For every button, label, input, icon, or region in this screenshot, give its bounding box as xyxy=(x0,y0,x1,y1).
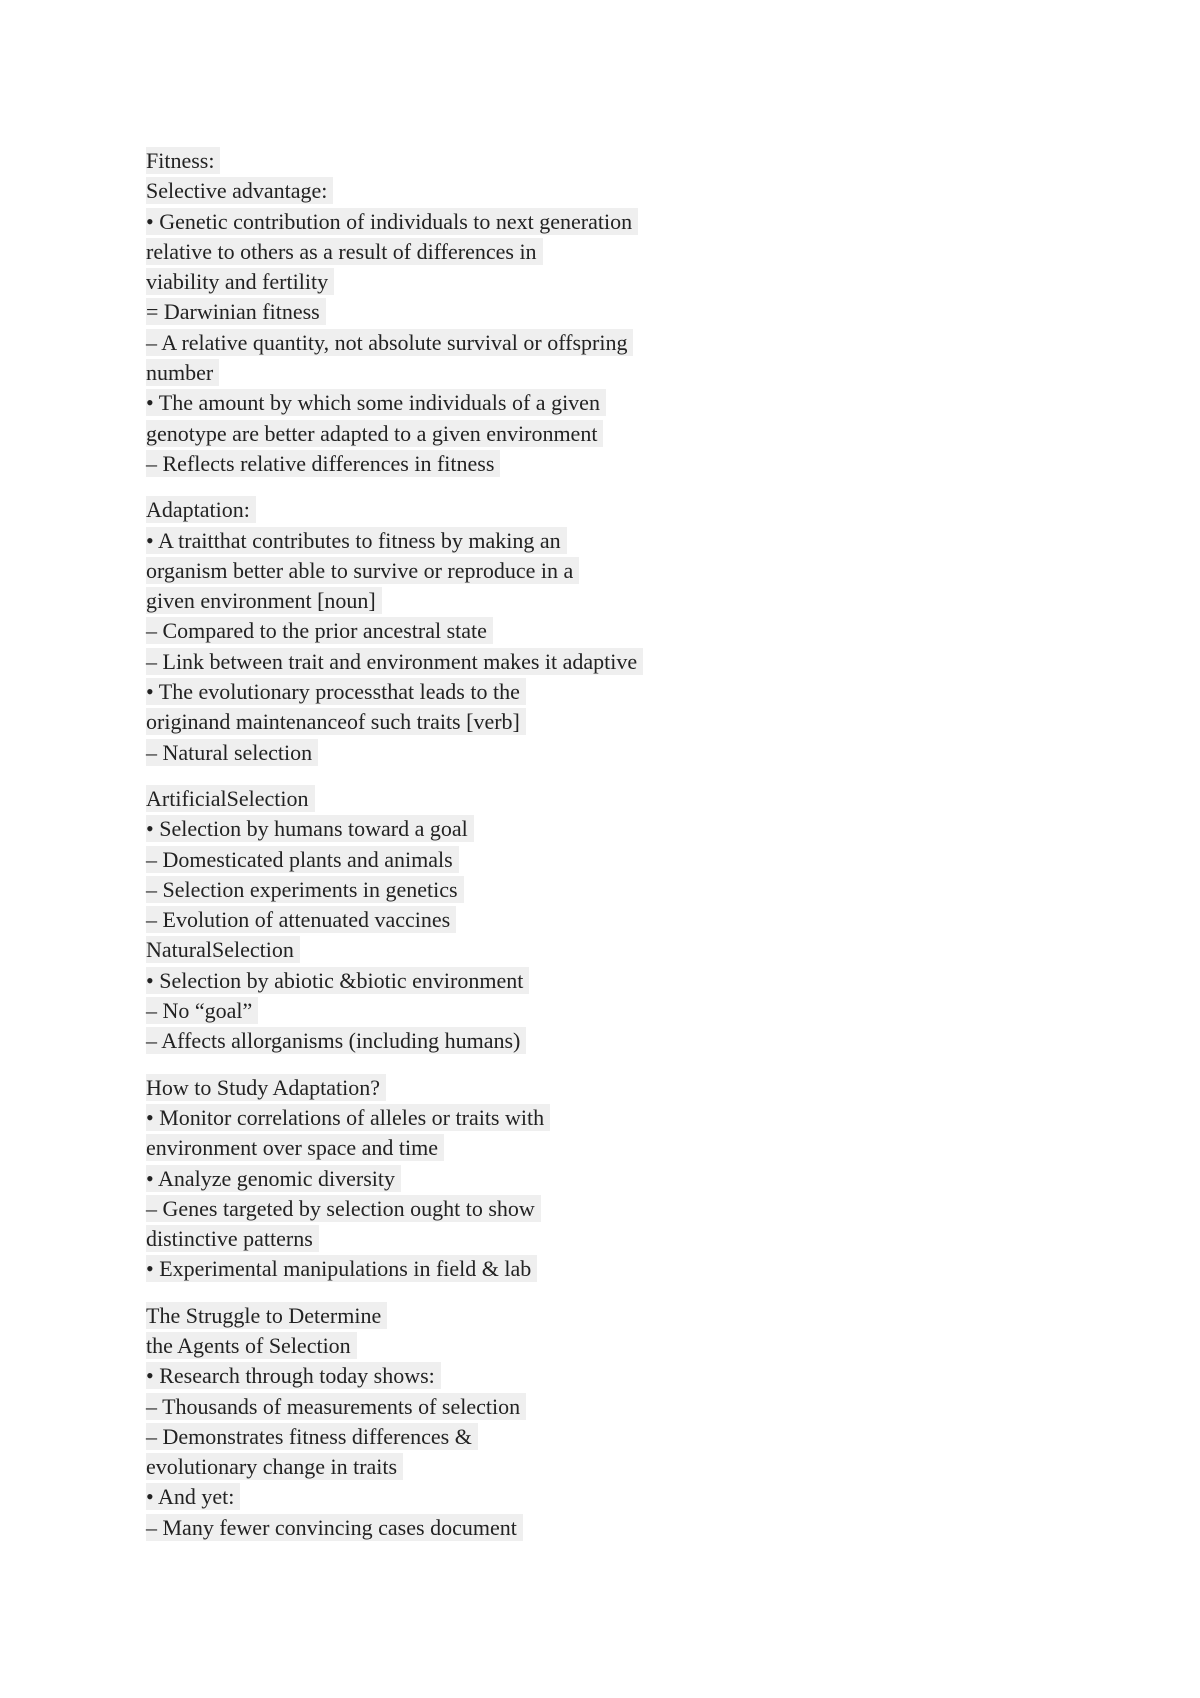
text-line xyxy=(146,1224,319,1254)
text-line xyxy=(146,1422,478,1452)
highlighted-text: organism better able to survive or reproduce in a xyxy=(146,557,579,584)
text-line xyxy=(146,297,326,327)
text-section xyxy=(146,146,866,479)
highlighted-text: relative to others as a result of differences in xyxy=(146,238,543,265)
text-section xyxy=(146,1073,866,1285)
text-line xyxy=(146,1452,403,1482)
highlighted-text: • Research through today shows: xyxy=(146,1362,441,1389)
highlighted-text: NaturalSelection xyxy=(146,936,300,963)
highlighted-text: – A relative quantity, not absolute survival or offspring xyxy=(146,329,633,356)
highlighted-text: • Selection by abiotic &biotic environment xyxy=(146,967,529,994)
highlighted-text: – Reflects relative differences in fitness xyxy=(146,450,500,477)
highlighted-text: • The amount by which some individuals of a given xyxy=(146,389,606,416)
highlighted-text: • Genetic contribution of individuals to next generation xyxy=(146,208,638,235)
text-line xyxy=(146,449,500,479)
text-line xyxy=(146,707,526,737)
text-line xyxy=(146,966,529,996)
highlighted-text: ArtificialSelection xyxy=(146,785,315,812)
text-line xyxy=(146,784,315,814)
text-line xyxy=(146,647,643,677)
highlighted-text: – No “goal” xyxy=(146,997,258,1024)
highlighted-text: • Analyze genomic diversity xyxy=(146,1165,401,1192)
text-line xyxy=(146,1331,357,1361)
text-line xyxy=(146,814,474,844)
text-line xyxy=(146,1073,386,1103)
highlighted-text: – Evolution of attenuated vaccines xyxy=(146,906,456,933)
text-line xyxy=(146,207,638,237)
text-line xyxy=(146,996,258,1026)
text-line xyxy=(146,1133,444,1163)
highlighted-text: – Domesticated plants and animals xyxy=(146,846,459,873)
highlighted-text: – Selection experiments in genetics xyxy=(146,876,464,903)
text-line xyxy=(146,526,567,556)
highlighted-text: genotype are better adapted to a given environment xyxy=(146,420,603,447)
highlighted-text: – Link between trait and environment makes it adaptive xyxy=(146,648,643,675)
highlighted-text: originand maintenanceof such traits [verb] xyxy=(146,708,526,735)
highlighted-text: – Many fewer convincing cases document xyxy=(146,1514,523,1541)
text-line xyxy=(146,845,459,875)
document-body xyxy=(146,146,866,1559)
text-line xyxy=(146,875,464,905)
text-line xyxy=(146,495,256,525)
highlighted-text: number xyxy=(146,359,219,386)
highlighted-text: distinctive patterns xyxy=(146,1225,319,1252)
highlighted-text: • Experimental manipulations in field & lab xyxy=(146,1255,537,1282)
highlighted-text: – Demonstrates fitness differences & xyxy=(146,1423,478,1450)
text-line xyxy=(146,616,493,646)
highlighted-text: How to Study Adaptation? xyxy=(146,1074,386,1101)
text-section xyxy=(146,1301,866,1543)
highlighted-text: – Affects allorganisms (including humans) xyxy=(146,1027,526,1054)
text-line xyxy=(146,1103,550,1133)
highlighted-text: evolutionary change in traits xyxy=(146,1453,403,1480)
text-line xyxy=(146,556,579,586)
text-line xyxy=(146,328,633,358)
text-line xyxy=(146,935,300,965)
highlighted-text: = Darwinian fitness xyxy=(146,298,326,325)
text-line xyxy=(146,358,219,388)
text-line xyxy=(146,1254,537,1284)
highlighted-text: the Agents of Selection xyxy=(146,1332,357,1359)
highlighted-text: – Genes targeted by selection ought to show xyxy=(146,1195,541,1222)
highlighted-text: • Selection by humans toward a goal xyxy=(146,815,474,842)
text-line xyxy=(146,1194,541,1224)
text-line xyxy=(146,677,526,707)
text-line xyxy=(146,388,606,418)
highlighted-text: – Compared to the prior ancestral state xyxy=(146,617,493,644)
text-line xyxy=(146,267,334,297)
highlighted-text: environment over space and time xyxy=(146,1134,444,1161)
text-line xyxy=(146,237,543,267)
highlighted-text: – Thousands of measurements of selection xyxy=(146,1393,526,1420)
text-line xyxy=(146,1361,441,1391)
text-line xyxy=(146,1164,401,1194)
text-line xyxy=(146,1392,526,1422)
text-line xyxy=(146,1513,523,1543)
text-line xyxy=(146,146,220,176)
highlighted-text: – Natural selection xyxy=(146,739,318,766)
text-line xyxy=(146,176,333,206)
highlighted-text: • Monitor correlations of alleles or traits with xyxy=(146,1104,550,1131)
highlighted-text: • And yet: xyxy=(146,1483,240,1510)
highlighted-text: • The evolutionary processthat leads to the xyxy=(146,678,526,705)
highlighted-text: • A traitthat contributes to fitness by making an xyxy=(146,527,567,554)
text-line xyxy=(146,1482,240,1512)
highlighted-text: viability and fertility xyxy=(146,268,334,295)
highlighted-text: Adaptation: xyxy=(146,496,256,523)
text-line xyxy=(146,738,318,768)
text-section xyxy=(146,495,866,768)
text-line xyxy=(146,419,603,449)
highlighted-text: Fitness: xyxy=(146,147,220,174)
highlighted-text: Selective advantage: xyxy=(146,177,333,204)
text-line xyxy=(146,1301,387,1331)
text-line xyxy=(146,905,456,935)
highlighted-text: given environment [noun] xyxy=(146,587,382,614)
text-section xyxy=(146,784,866,1057)
text-line xyxy=(146,1026,526,1056)
highlighted-text: The Struggle to Determine xyxy=(146,1302,387,1329)
text-line xyxy=(146,586,382,616)
